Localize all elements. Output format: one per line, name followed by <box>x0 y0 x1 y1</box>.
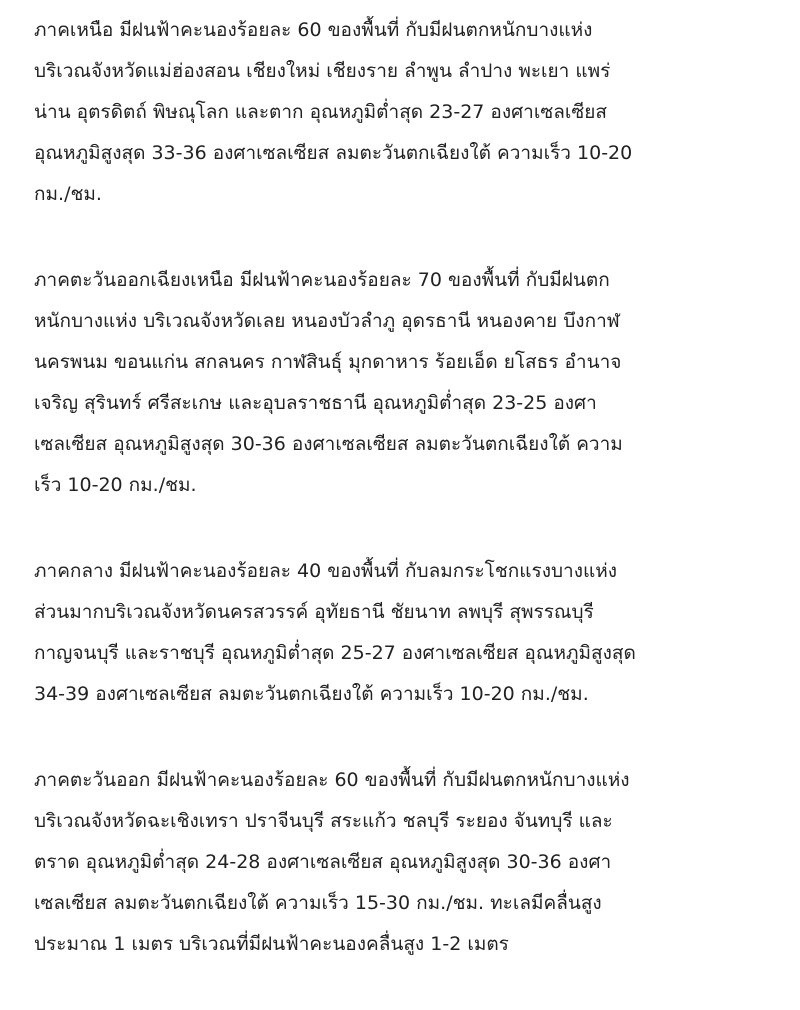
paragraph-eastern-region <box>34 760 774 965</box>
paragraph-northern-region <box>34 10 774 215</box>
text-line: ภาคตะวันออก มีฝนฟ้าคะนองร้อยละ 60 ของพื้นที่ กับมีฝนตกหนักบางแห่ง <box>34 769 630 791</box>
text-line: กม./ชม. <box>34 183 102 205</box>
weather-forecast-article <box>34 10 774 1010</box>
text-line: 34-39 องศาเซลเซียส ลมตะวันตกเฉียงใต้ ความเร็ว 10-20 กม./ชม. <box>34 683 589 705</box>
text-line: หนักบางแห่ง บริเวณจังหวัดเลย หนองบัวลำภู อุดรธานี หนองคาย บึงกาฬ <box>34 310 620 332</box>
text-line: อุณหภูมิสูงสุด 33-36 องศาเซลเซียส ลมตะวันตกเฉียงใต้ ความเร็ว 10-20 <box>34 142 633 164</box>
paragraph-northeastern-region <box>34 260 774 506</box>
text-line: บริเวณจังหวัดฉะเชิงเทรา ปราจีนบุรี สระแก้ว ชลบุรี ระยอง จันทบุรี และ <box>34 810 613 832</box>
text-line: เซลเซียส อุณหภูมิสูงสุด 30-36 องศาเซลเซียส ลมตะวันตกเฉียงใต้ ความ <box>34 433 623 455</box>
text-line: ภาคตะวันออกเฉียงเหนือ มีฝนฟ้าคะนองร้อยละ 70 ของพื้นที่ กับมีฝนตก <box>34 269 610 291</box>
text-line: เซลเซียส ลมตะวันตกเฉียงใต้ ความเร็ว 15-30 กม./ชม. ทะเลมีคลื่นสูง <box>34 892 602 914</box>
text-line: ประมาณ 1 เมตร บริเวณที่มีฝนฟ้าคะนองคลื่นสูง 1-2 เมตร <box>34 933 509 955</box>
text-line: เจริญ สุรินทร์ ศรีสะเกษ และอุบลราชธานี อุณหภูมิต่ำสุด 23-25 องศา <box>34 392 597 414</box>
text-line: ตราด อุณหภูมิต่ำสุด 24-28 องศาเซลเซียส อุณหภูมิสูงสุด 30-36 องศา <box>34 851 612 873</box>
paragraph-central-region <box>34 551 774 715</box>
text-line: นครพนม ขอนแก่น สกลนคร กาฬสินธุ์ มุกดาหาร ร้อยเอ็ด ยโสธร อำนาจ <box>34 351 622 373</box>
text-line: ภาคเหนือ มีฝนฟ้าคะนองร้อยละ 60 ของพื้นที่ กับมีฝนตกหนักบางแห่ง <box>34 19 593 41</box>
text-line: บริเวณจังหวัดแม่ฮ่องสอน เชียงใหม่ เชียงราย ลำพูน ลำปาง พะเยา แพร่ <box>34 60 611 82</box>
text-line: น่าน อุตรดิตถ์ พิษณุโลก และตาก อุณหภูมิต่ำสุด 23-27 องศาเซลเซียส <box>34 101 607 123</box>
text-line: กาญจนบุรี และราชบุรี อุณหภูมิต่ำสุด 25-27 องศาเซลเซียส อุณหภูมิสูงสุด <box>34 642 636 664</box>
text-line: เร็ว 10-20 กม./ชม. <box>34 474 197 496</box>
text-line: ภาคกลาง มีฝนฟ้าคะนองร้อยละ 40 ของพื้นที่ กับลมกระโชกแรงบางแห่ง <box>34 560 618 582</box>
text-line: ส่วนมากบริเวณจังหวัดนครสวรรค์ อุทัยธานี ชัยนาท ลพบุรี สุพรรณบุรี <box>34 601 594 623</box>
